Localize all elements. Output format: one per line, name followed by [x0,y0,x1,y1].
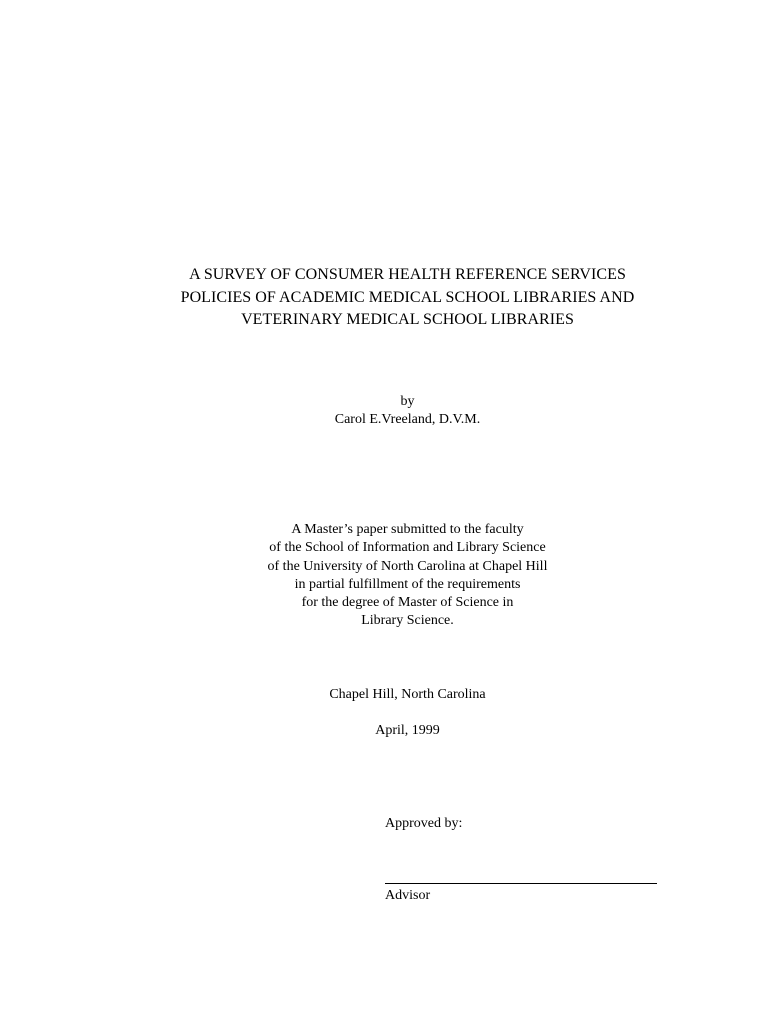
title-line: POLICIES OF ACADEMIC MEDICAL SCHOOL LIBRARIES AND [180,288,635,306]
signature-line [385,883,657,884]
approved-by-label: Approved by: [385,816,463,831]
submission-line: in partial fulfillment of the requirements [294,576,521,592]
submission-line: of the University of North Carolina at Chapel Hill [267,558,548,574]
advisor-label: Advisor [385,888,431,903]
submission-statement [0,521,770,631]
paper-title [0,264,770,332]
date: April, 1999 [375,723,440,738]
submission-line: for the degree of Master of Science in [301,595,514,611]
submission-line: of the School of Information and Library Science [269,540,546,556]
author-name: Carol E.Vreeland, D.V.M. [334,412,481,427]
title-line: VETERINARY MEDICAL SCHOOL LIBRARIES [241,311,574,328]
submission-line: Library Science. [361,613,454,629]
by-label: by [400,394,415,409]
title-line: A SURVEY OF CONSUMER HEALTH REFERENCE SERVICES [189,266,626,283]
place: Chapel Hill, North Carolina [329,687,486,702]
byline [0,393,770,429]
submission-line: A Master’s paper submitted to the faculty [291,522,524,537]
